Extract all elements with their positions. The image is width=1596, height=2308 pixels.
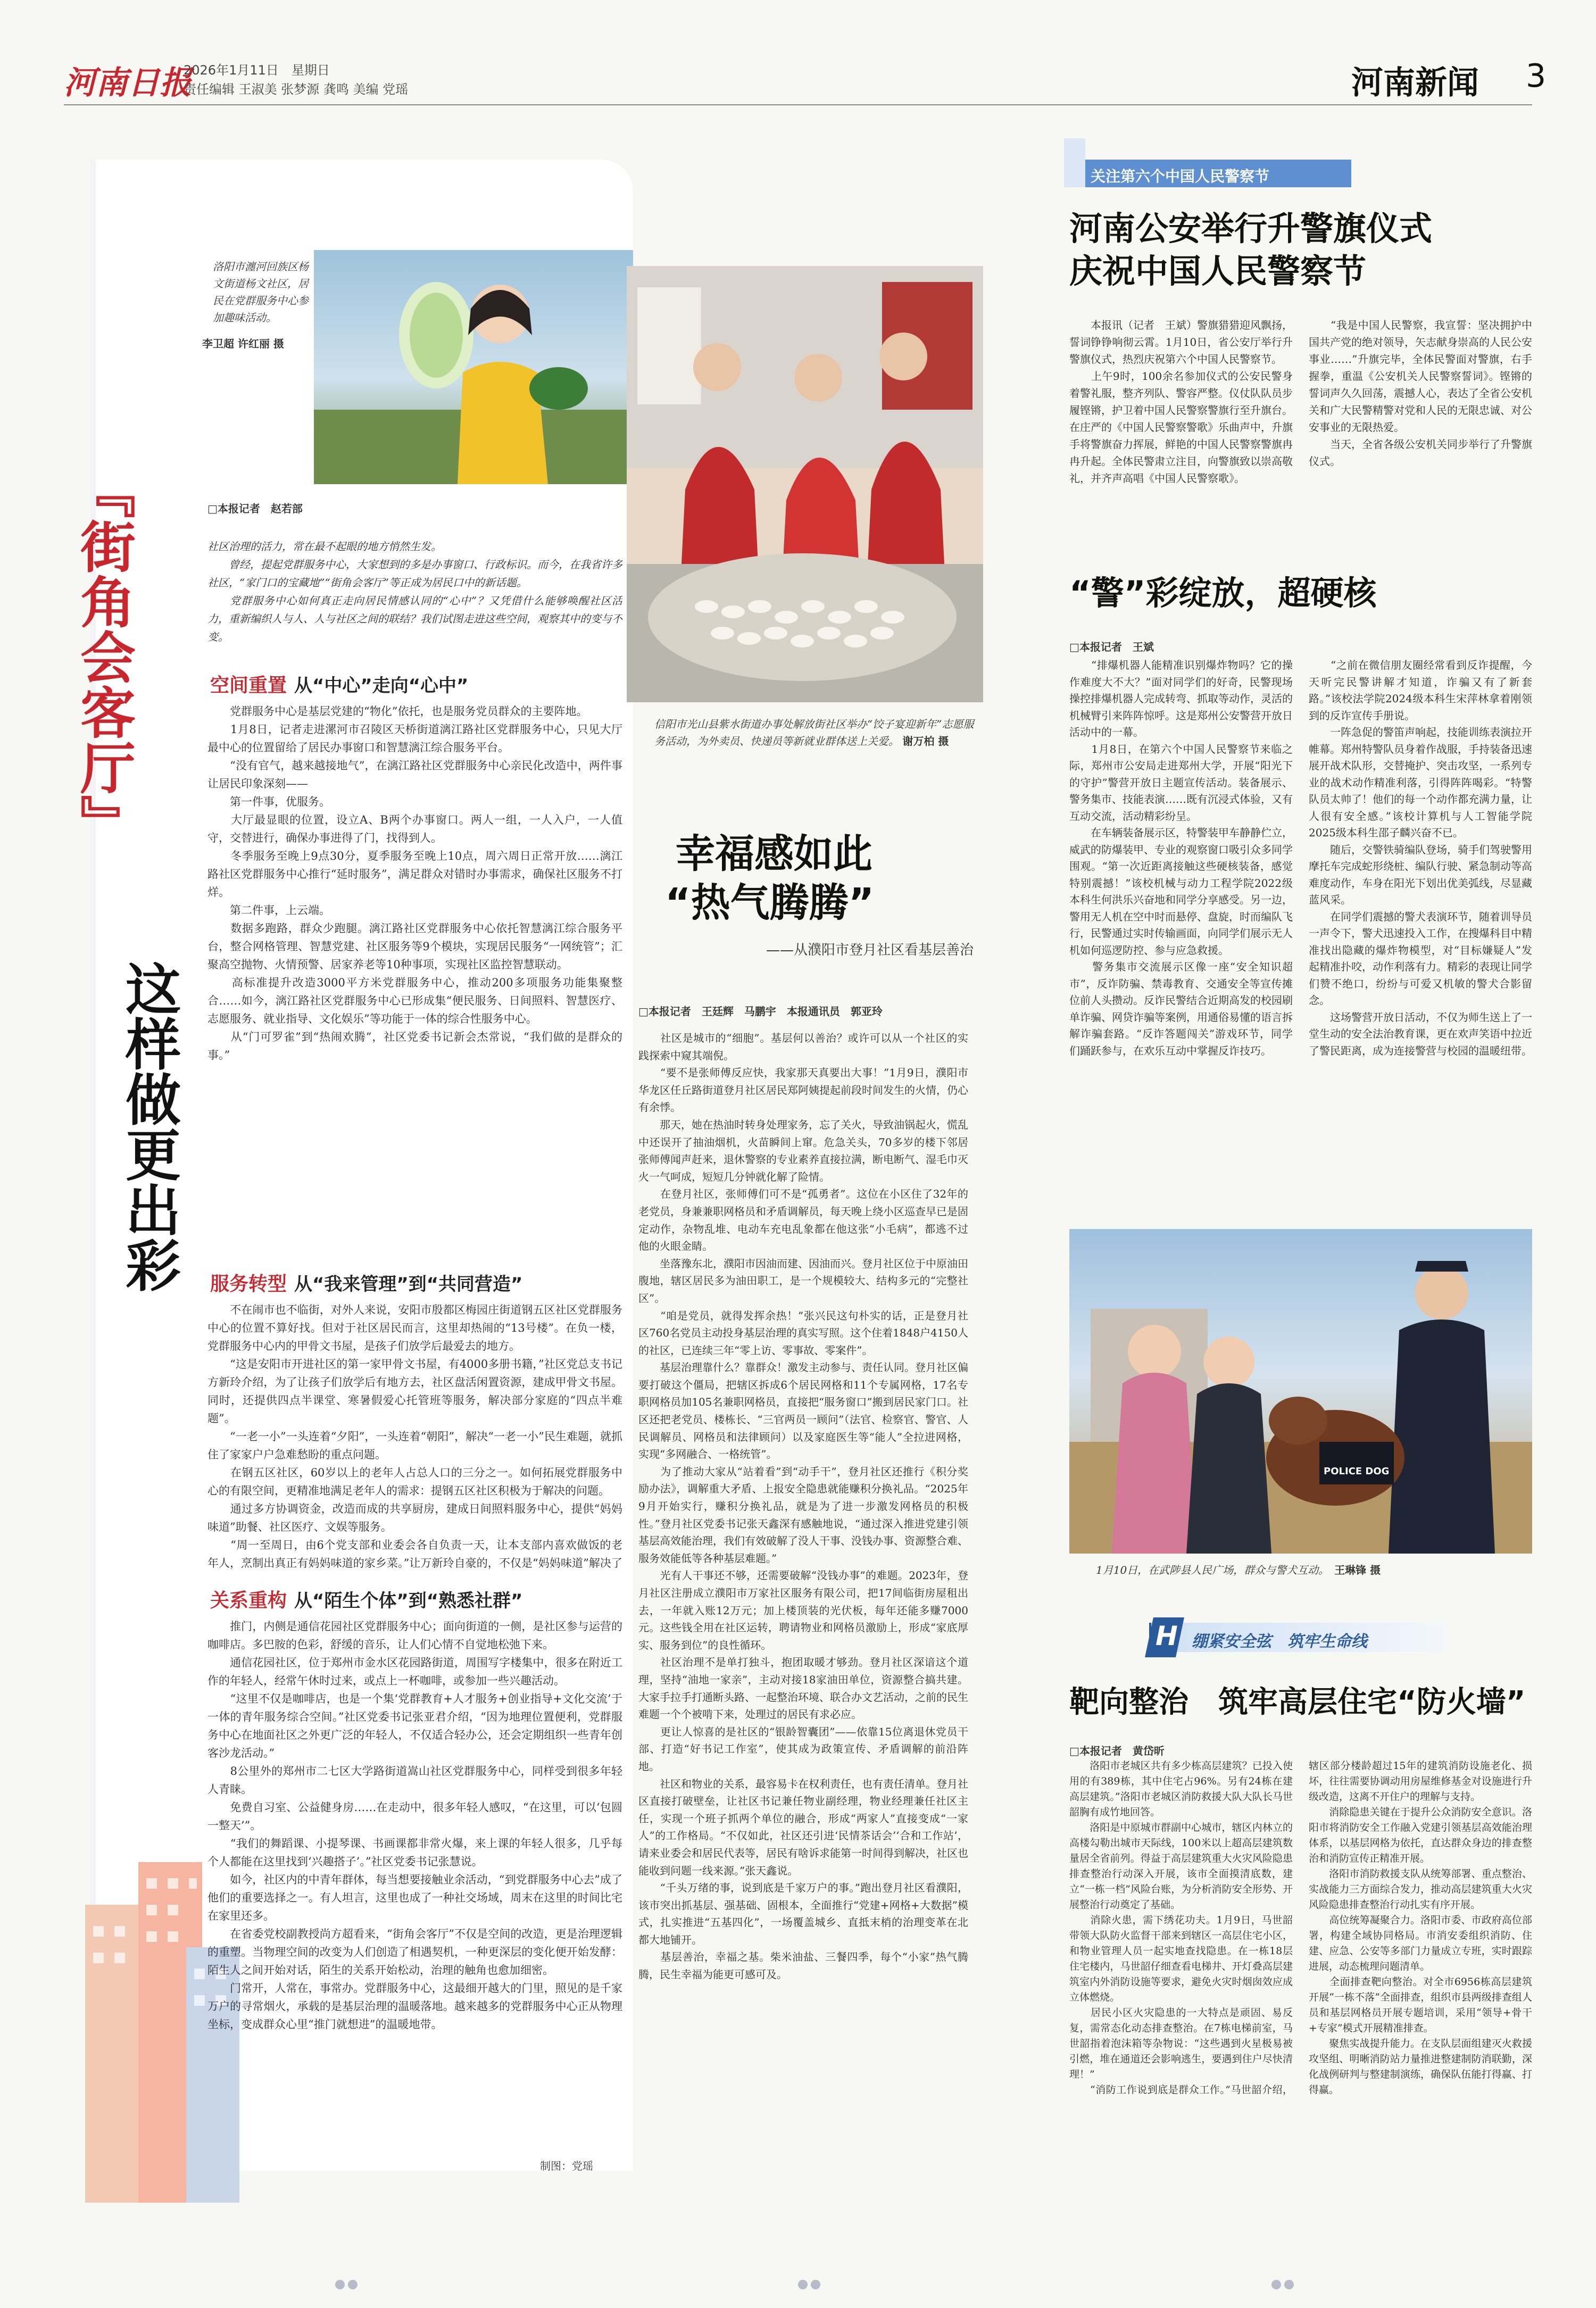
left-intro: 社区治理的活力，常在最不起眼的地方悄然生发。 曾经，提起党群服务中心，大家想到的多是办事窗口、行政标识。而今，在我省许多社区，“家门口的宝藏地”“街角会客厅”等正成为居民口中的新话题。 党群服务中心如何真正走向居民情感认同的“心中”？又凭借什么能够唤醒社区活力，重新编织人与人、人与社区之间的联结？我们试图走进这些空间，观察其中的变与不变。: [207, 540, 622, 643]
a3-title: 靶向整治 筑牢高层住宅“防火墙”: [1069, 1685, 1526, 1720]
a1-title-line2: 庆祝中国人民警察节: [1069, 252, 1367, 290]
h-badge-letter: H: [1156, 1621, 1178, 1651]
a1-text: 本报讯（记者 王斌）警旗猎猎迎风飘扬，誓词铮铮响彻云霄。1月10日，省公安厅举行升警旗仪式，热烈庆祝第六个中国人民警察节。 上午9时，100余名参加仪式的公安民警身着警礼服，整齐列队、警容严整。仪仗队队员步履铿锵，护卫着中国人民警察警旗行至升旗台。在庄严的《中国人民警察警歌》乐曲声中，升旗手将警旗奋力挥展，鲜艳的中国人民警察警旗冉冉升起。全体民警肃立注目，向警旗致以崇高敬礼，并齐声高唱《中国人民警察歌》。 “我是中国人民警察，我宣誓：坚决拥护中国共产党的绝对领导，矢志献身崇高的人民公安事业……”升旗完毕，全体民警面对警旗，右手握拳，重温《公安机关人民警察誓词》。铿锵的誓词声久久回荡，震撼人心，表达了全省公安机关和广大民警精警对党和人民的无限忠诚、对公安事业的无限热爱。 当天，全省各级公安机关同步举行了升警旗仪式。: [1069, 319, 1532, 485]
photo-police-dog: [1069, 1229, 1532, 1554]
left-section3-heading: [210, 1585, 522, 1613]
left-reporter: □本报记者 赵若部: [207, 502, 303, 515]
left-section2-heading: [210, 1269, 522, 1296]
mid-photo-caption-text: 信阳市光山县紫水街道办事处解放街社区举办“饺子宴迎新年”志愿服务活动，为外卖员、快递员等新就业群体送上关爱。: [654, 718, 974, 748]
photo-woman-with-cabbage: [314, 250, 633, 484]
left-section2-text: 不在闹市也不临街，对外人来说，安阳市殷都区梅园庄街道钢五区社区党群服务中心的位置不算好找。但对于社区居民而言，这里却热闹的“13号楼”。在负一楼，党群服务中心内的甲骨文书屋，是孩子们放学后最爱去的地方。 “这是安阳市开进社区的第一家甲骨文书屋，有4000多册书籍，”社区党总支书记方新玲介绍，为了让孩子们放学后有地方去，社区盘活闲置资源，建成甲骨文书屋。同时，还提供四点半课堂、寒暑假爱心托管班等服务，解决部分家庭的“四点半难题”。 “一老一小”一头连着“夕阳”，一头连着“朝阳”，解决“一老一小”民生难题，就抓住了家家户户急难愁盼的重点问题。 在钢五区社区，60岁以上的老年人占总人口的三分之一。如何拓展党群服务中心的有限空间，更精准地满足老年人的需求：提钢五区社区积极为于解决的问题。 通过多方协调资金，改造而成的共享厨房，建成日间照料服务中心，提供“妈妈味道”助餐、社区医疗、文娱等服务。 “周一至周日，由6个党支部和业委会各自负责一天，让本支部内喜欢做饭的老年人，烹制出真正有妈妈味道的家乡菜。”让万新玲自豪的，不仅是“妈妈味道”解决了: [207, 1304, 622, 1570]
left-photo-caption: 洛阳市瀍河回族区杨文街道杨文社区，居民在党群服务中心参加趣味活动。: [213, 260, 309, 324]
right-photo-caption: [1096, 1562, 1532, 1579]
left-title-main: 『街角会客厅』: [71, 463, 136, 850]
right-photo-caption-text: 1月10日，在武陟县人民广场，群众与警犬互动。: [1096, 1564, 1324, 1576]
section-name: 河南新闻: [1351, 64, 1479, 102]
kicker-bar-accent: [1064, 138, 1085, 187]
dog-vest-label: POLICE DOG: [1324, 1466, 1390, 1477]
newspaper-logo: 河南日报: [64, 64, 192, 102]
photo-dumpling-volunteers: [627, 266, 983, 702]
editor-credits: 责任编辑 王淑美 张梦源 龚鸣 美编 党瑶: [184, 82, 409, 97]
h-kicker-text: 绷紧安全弦 筑牢生命线: [1192, 1632, 1367, 1651]
mid-photo-credit: 谢万柏 摄: [902, 735, 949, 748]
kicker-text: 关注第六个中国人民警察节: [1091, 168, 1270, 185]
a3-reporter: □本报记者 黄岱昕: [1069, 1745, 1165, 1757]
masthead-rule: [64, 104, 1532, 105]
mid-title-line2: “热气腾腾”: [665, 880, 875, 926]
left-section3-black: 从“陌生个体”到“熟悉社群”: [294, 1590, 523, 1612]
left-section1-heading: [210, 670, 468, 698]
mid-title-line1: 幸福感如此: [676, 831, 872, 877]
a3-text: 洛阳市老城区共有多少栋高层建筑？已投入使用的有389栋，其中住宅占96%。另有24栋在建高层建筑。”洛阳市老城区消防救援大队大队长马世韶胸有成竹地回答。 洛阳是中原城市群副中心城市，辖区内林立的高楼勾勒出城市天际线，100米以上超高层建筑数量居全省前列。得益于高层建筑重大火灾风险隐患排查整治行动深入开展，该市全面摸清底数，建立“一栋一档”风险台账，为分析消防安全形势、开展整治行动奠定了基础。 消除火患，需下绣花功夫。1月9日，马世韶带领大队防火监督干部来到辖区一高层住宅小区，和物业管理人员一起实地查找隐患。在一栋18层住宅楼内，马世韶仔细查看电梯井、开灯叠高层建筑室内外消防设施等要求，避免火灾时烟囱效应成立体燃烧。 居民小区火灾隐患的一大特点是顽固、易反复，需常态化动态排查整治。在7栋电梯前室，马世韶指着泡沫箱等杂物说：“这些遇到火星极易被引燃，堆在通道还会影响逃生，要遇到住户尽快清理！” “消防工作说到底是群众工作。”马世韶介绍，辖区部分楼龄超过15年的建筑消防设施老化、损坏，往往需要协调动用房屋维修基金对设施进行升级改造，这离不开住户的理解与支持。 消除隐患关键在于提升公众消防安全意识。洛阳市将消防安全工作融入党建引领基层高效能治理体系，以基层网格为依托，直达群众身边的排查整治和消防宣传正精准开展。 洛阳市消防救援支队从统筹部署、重点整治、实战能力三方面综合发力，推动高层建筑重大火灾风险隐患排查整治行动扎实有序开展。 高位统筹凝聚合力。洛阳市委、市政府高位部署，构建全域协同格局。市消安委组织消防、住建、应急、公安等多部门力量成立专班，实时跟踪进展，动态梳理问题清单。 全面排查靶向整治。对全市6956栋高层建筑开展“一栋不落”全面排查，组织市县两级排查组人员和基层网格员开展专题培训，采用“领导+骨干+专家”模式开展精准排查。 聚焦实战提升能力。在支队层面组建灭火救援攻坚组、明晰消防站力量推进整建制防消联勤，深化战例研判与整建制演练，确保队伍能打得赢、打得赢。: [1069, 1760, 1532, 2096]
footer-dots-mid: [798, 2280, 824, 2292]
left-section3-red: 关系重构: [210, 1590, 287, 1612]
mid-photo-caption: [654, 716, 979, 750]
left-section3-text: 推门，内侧是通信花园社区党群服务中心；面向街道的一侧，是社区参与运营的咖啡店。多巴胺的色彩，舒缓的音乐，让人们心情不自觉地松弛下来。 通信花园社区，位于郑州市金水区花园路街道，周围写字楼集中，很多在附近工作的年轻人，经常午休时过来，或点上一杯咖啡，或参加一些兴趣活动。 “这里不仅是咖啡店，也是一个集‘党群教育+人才服务+创业指导+文化交流’于一体的青年服务综合空间。”社区党委书记张亚君介绍，“因为地理位置便利，党群服务中心在地面社区之外更广泛的年轻人，不仅适合轻办公，还会定期组织一些青年创客沙龙活动。” 8公里外的郑州市二七区大学路街道嵩山社区党群服务中心，同样受到很多年轻人青睐。 免费自习室、公益健身房……在走动中，很多年轻人感叹，“在这里，可以‘包圆一整天’”。 “我们的舞蹈课、小提琴课、书画课都非常火爆，来上课的年轻人很多，几乎每个人都能在这里找到‘兴趣搭子’。”社区党委书记张慧说。 如今，社区内的中青年群体，每当想要接触业余活动，“到党群服务中心去”成了他们的重要选择之一。有人坦言，这里也成了一种社交场域，周末在这里的时间比宅在家里还多。 在省委党校副教授尚方超看来，“街角会客厅”不仅是空间的改造，更是治理逻辑的重塑。当物理空间的改变为人们创造了相遇契机，一种更深层的变化便开始发酵：陌生人之间开始对话，陌生的关系开始松动，治理的触角也愈加细密。 门常开，人常在，事常办。党群服务中心，这最细开越大的门里，照见的是千家万户的寻常烟火，承载的是基层治理的温暖落地。越来越多的党群服务中心正从物理坐标，变成群众心里“推门就想进”的温暖地带。: [207, 1620, 622, 2031]
mid-article-text: 社区是城市的“细胞”。基层何以善治？或许可以从一个社区的实践探索中窥其端倪。 “要不是张师傅反应快，我家那天真要出大事！”1月9日，濮阳市华龙区任丘路街道登月社区居民郑阿姨提起前段时间发生的火情，仍心有余悸。 那天，她在热油时转身处理家务，忘了关火，导致油锅起火，慌乱中还误开了抽油烟机，火苗瞬间上窜。危急关头，70多岁的楼下邻居张师傅闻声赶来，退休警察的专业素养直接拉满，断电断气、湿毛巾灭火一气呵成，短短几分钟就化解了险情。 在登月社区，张师傅们可不是“孤勇者”。这位在小区住了32年的老党员，身兼兼职网格员和矛盾调解员，每天晚上绕小区巡查早已是固定动作，杂物乱堆、电动车充电乱象都在他这张“小毛病”，都逃不过他的火眼金睛。 坐落豫东北，濮阳市因油而建、因油而兴。登月社区位于中原油田腹地，辖区居民多为油田职工，是一个规模较大、结构多元的“完整社区”。 “咱是党员，就得发挥余热！”张兴民这句朴实的话，正是登月社区760名党员主动投身基层治理的真实写照。这个住着1848户4150人的社区，已连续三年“零上访、零事故、零案件”。 基层治理靠什么？靠群众！激发主动参与、责任认同。登月社区偏要打破这个僵局，把辖区拆成6个居民网格和11个专属网格，17名专职网格员加105名兼职网格员，直接把“服务窗口”搬到居民家门口。社区还把老党员、楼栋长、“三官两员一顾问”（法官、检察官、警官、人民调解员、网格员和法律顾问）以及家庭医生等“能人”全拉进网格，实现“多网融合、一格统管”。 为了推动大家从“站着看”到“动手干”，登月社区还推行《积分奖励办法》，调解重大矛盾、上报安全隐患就能赚积分换礼品。“2025年9月开始实行，赚积分换礼品，就是为了进一步激发网格员的积极性。”登月社区党委书记张天鑫深有感触地说，“通过深入推进党建引领基层高效能治理，我们有效破解了没人干事、没钱办事、资源整合难、服务效能低等各种基层难题。” 光有人干事还不够，还需要破解“没钱办事”的难题。2023年，登月社区注册成立濮阳市万家社区服务有限公司，把17间临街房屋租出去，一年就入账12万元；加上楼顶装的光伏板，每年还能多赚7000元。这些钱全用在社区运转，聘请物业和网格员激励上，形成“家底厚实、服务到位”的良性循环。 社区治理不是单打独斗，抱团取暖才够劲。登月社区深谙这个道理，坚持“油地一家亲”，主动对接18家油田单位，资源整合搞共建。大家手拉手打通断头路、一起整治环境、联合办文艺活动，之前的民生难题一个个被啃下来，处理过的居民有求必应。 更让人惊喜的是社区的“银龄智囊团”——依靠15位离退休党员干部、打造“好书记工作室”，使其成为政策宣传、矛盾调解的前沿阵地。 社区和物业的关系，最容易卡在权利责任，也有责任清单。登月社区直接打破壁垒，让社区书记兼任物业副经理，物业经理兼任社区主任，实现一个班子抓两个单位的融合，形成“两家人”直接变成“一家人”的工作格局。“不仅如此，社区还引进‘民情茶话会’‘合和工作站’，请来业委会和居民代表等，居民有啥诉求能第一时间得到解决，社区也能收到问题一线来源。”张天鑫说。 “千头万绪的事，说到底是千家万户的事。”跑出登月社区看濮阳，该市突出抓基层、强基础、固根本，全面推行“党建+网格+大数据”模式，扎实推进“五基四化”，一场覆盖城乡、直抵末梢的治理变革在北都大地铺开。 基层善治，幸福之基。柴米油盐、三餐四季，每个“小家”热气腾腾，民生幸福为能更可感可及。: [638, 1032, 968, 1981]
a1-title-line1: 河南公安举行升警旗仪式: [1069, 209, 1433, 248]
left-section2-black: 从“我来管理”到“共同营造”: [294, 1274, 523, 1295]
left-title-sub: 这样做更出彩: [116, 960, 181, 1292]
left-section1-red: 空间重置: [210, 675, 287, 696]
issue-date: 2026年1月11日 星期日: [184, 63, 330, 78]
left-section2-red: 服务转型: [210, 1273, 287, 1295]
footer-dots-right: [1271, 2280, 1297, 2292]
masthead: [0, 0, 1596, 106]
a2-reporter: □本报记者 王斌: [1069, 641, 1154, 653]
right-photo-credit: 王琳锋 摄: [1334, 1564, 1381, 1576]
footer-dots-left: [335, 2280, 361, 2292]
a2-text: “排爆机器人能精准识别爆炸物吗？它的操作难度大不大？”面对同学们的好奇，民警现场操控排爆机器人完成转弯、抓取等动作，灵活的机械臂引来阵阵惊呼。这是郑州公安警营开放日活动中的一幕。 1月8日，在第六个中国人民警察节来临之际，郑州市公安局走进郑州大学，开展“阳光下的守护”警营开放日主题宣传活动。装备展示、警务集市、技能表演……既有沉浸式体验，又有互动交流，活动精彩纷呈。 在车辆装备展示区，特警装甲车静静伫立，威武的防爆装甲、专业的观察窗口吸引众多同学围观。“第一次近距离接触这些硬核装备，感觉特别震撼！”该校机械与动力工程学院2022级本科生何洪乐兴奋地和同学分享感受。另一边，警用无人机在空中时而悬停、盘旋，时而编队飞行，民警通过实时传输画面，向同学们展示无人机如何巡逻防控、参与应急救援。 警务集市交流展示区像一座“安全知识超市”，反诈防骗、禁毒教育、交通安全等宣传摊位前人头攒动。反诈民警结合近期高发的校园刷单诈骗、网贷诈骗等案例，用通俗易懂的语言拆解诈骗套路。“反诈答题闯关”游戏环节，同学们踊跃参与，在欢乐互动中掌握反诈技巧。 “之前在微信朋友圈经常看到反诈提醒，今天听完民警讲解才知道，诈骗又有了新套路。”该校法学院2024级本科生宋萍林拿着刚领到的反诈宣传手册说。 一阵急促的警笛声响起，技能训练表演拉开帷幕。郑州特警队员身着作战服，手持装备迅速展开战术队形，交替掩护、突击攻坚，一系列专业的战术动作精准利落，引得阵阵喝彩。“特警队员太帅了！他们的每一个动作都充满力量，让人很有安全感。”该校计算机与人工智能学院2025级本科生邵子麟兴奋不已。 随后，交警铁骑编队登场，骑手们驾驶警用摩托车完成蛇形绕桩、编队行驶、紧急制动等高难度动作，车身在阳光下划出优美弧线，尽显藏蓝风采。 在同学们震撼的警犬表演环节，随着训导员一声令下，警犬迅速投入工作，在搜爆科目中精准找出隐藏的爆炸物模型，对“目标嫌疑人”发起精准扑咬，动作利落有力。精彩的表现让同学们赞不绝口，纷纷与可爱又机敏的警犬合影留念。 这场警营开放日活动，不仅为师生送上了一堂生动的安全法治教育课，更在欢声笑语中拉近了警民距离，成为连接警营与校园的温暖纽带。: [1069, 659, 1532, 1057]
page-number: 3: [1526, 57, 1547, 95]
left-section1-black: 从“中心”走向“心中”: [294, 675, 469, 696]
left-section1-text: 党群服务中心是基层党建的“物化”依托，也是服务党员群众的主要阵地。 1月8日，记者走进漯河市召陵区天桥街道漓江路社区党群服务中心，只见大厅最中心的位置留给了居民办事窗口和智慧漓江综合服务平台。 “没有官气，越来越接地气”，在漓江路社区党群服务中心亲民化改造中，两件事让居民印象深刻—— 第一件事，优服务。 大厅最显眼的位置，设立A、B两个办事窗口。两人一组，一人入户，一人值守，交替进行，确保办事进得了门，找得到人。 冬季服务至晚上9点30分，夏季服务至晚上10点，周六周日正常开放……漓江路社区党群服务中心推行“延时服务”，满足群众对错时办事需求，确保社区服务不打烊。 第二件事，上云端。 数据多跑路，群众少跑腿。漓江路社区党群服务中心依托智慧漓江综合服务平台，整合网格管理、智慧党建、社区服务等9个模块，实现居民服务“一网统管”；汇聚高空抛物、火情预警、居家养老等10种事项，实现社区监控智慧联动。 高标准提升改造3000平方米党群服务中心，推动200多项服务功能集聚整合……如今，漓江路社区党群服务中心已形成集“便民服务、日间照料、智慧医疗、志愿服务、就业指导、文化娱乐”等功能于一体的综合性服务中心。 从“门可罗雀”到“热闹欢腾”，社区党委书记新会杰常说，“我们做的是群众的事。”: [207, 705, 622, 1061]
mid-reporter: □本报记者 王廷辉 马鹏宇 本报通讯员 郭亚玲: [638, 1005, 883, 1018]
graphic-credit: 制图：党瑶: [540, 2160, 593, 2172]
mid-subtitle: ——从濮阳市登月社区看基层善治: [766, 942, 974, 958]
left-photo-credit: 李卫超 许红丽 摄: [202, 337, 284, 350]
a2-title: “警”彩绽放，超硬核: [1069, 574, 1377, 612]
